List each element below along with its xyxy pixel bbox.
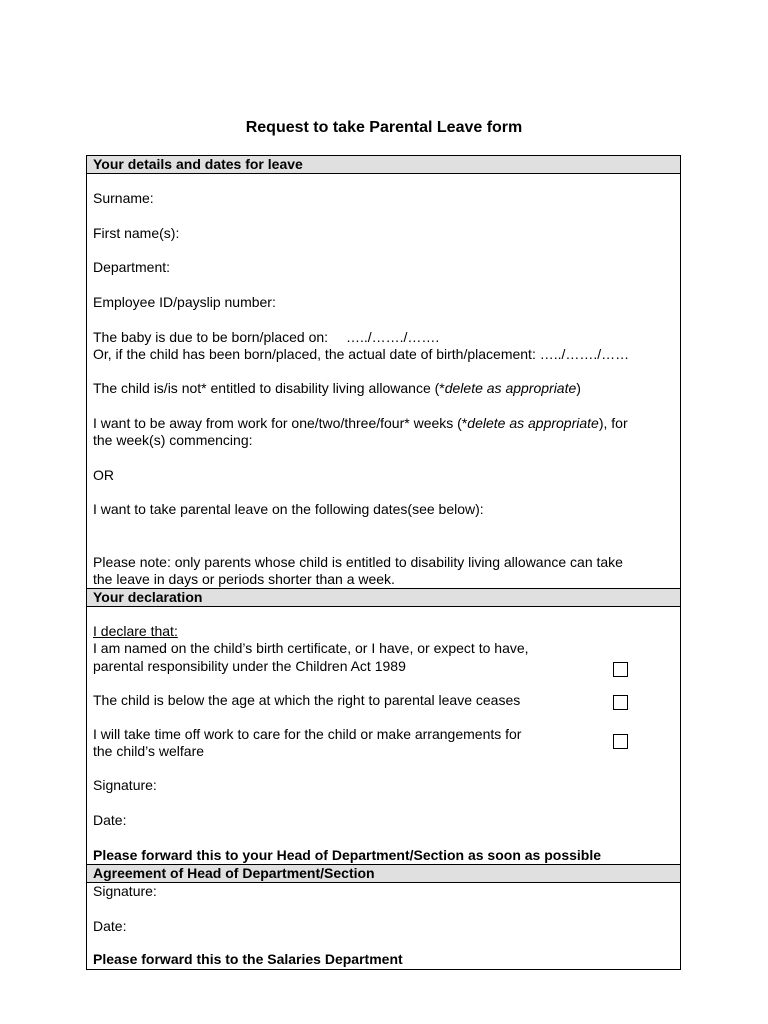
forward-to-head-note: Please forward this to your Head of Department/Section as soon as possible	[93, 847, 602, 863]
declaration-item-2: The child is below the age at which the right to parental leave ceases	[93, 692, 521, 708]
agreement-signature-field[interactable]: Signature:	[93, 883, 157, 899]
declaration-item-1-line-1: I am named on the child’s birth certificate, or I have, or expect to have,	[93, 640, 529, 656]
form-title: Request to take Parental Leave form	[245, 119, 523, 136]
actual-date-line	[93, 346, 629, 363]
declaration-item-3-line-1: I will take time off work to care for the child or make arrangements for	[93, 726, 522, 742]
weeks-italic-note: delete as appropriate	[467, 415, 599, 431]
declaration-date-field[interactable]: Date:	[93, 812, 127, 828]
weeks-commencing[interactable]: the week(s) commencing:	[93, 432, 253, 448]
declaration-item-1-line-2: parental responsibility under the Children Act 1989	[93, 658, 406, 674]
or-separator: OR	[93, 467, 114, 483]
actual-date-label: Or, if the child has been born/placed, the actual date of birth/placement:	[93, 346, 536, 362]
declare-heading: I declare that:	[93, 623, 178, 639]
note-line-1: Please note: only parents whose child is entitled to disability living allowance can take	[93, 554, 623, 570]
due-date-blank[interactable]: …../……./…….	[345, 329, 440, 345]
declaration-checkbox-3[interactable]	[613, 734, 628, 749]
disability-text: The child is/is not* entitled to disability living allowance (*	[93, 380, 445, 396]
weeks-statement[interactable]	[93, 415, 628, 432]
declaration-item-3-line-2: the child’s welfare	[93, 743, 205, 759]
weeks-tail: ), for	[598, 415, 628, 431]
agreement-header: Agreement of Head of Department/Section	[87, 865, 680, 883]
note-line-2: the leave in days or periods shorter than a week.	[93, 571, 395, 587]
disability-close: )	[576, 380, 581, 396]
declaration-signature-field[interactable]: Signature:	[93, 777, 157, 793]
forward-to-salaries-note: Please forward this to the Salaries Department	[93, 951, 403, 967]
due-date-label: The baby is due to be born/placed on:	[93, 329, 329, 345]
employee-id-field[interactable]: Employee ID/payslip number:	[93, 294, 276, 310]
details-header: Your details and dates for leave	[87, 156, 680, 174]
disability-statement[interactable]	[93, 380, 581, 397]
first-names-field[interactable]: First name(s):	[93, 225, 180, 241]
surname-field[interactable]: Surname:	[93, 190, 154, 206]
declaration-section	[86, 588, 681, 866]
agreement-date-field[interactable]: Date:	[93, 918, 127, 934]
declaration-checkbox-2[interactable]	[613, 695, 628, 710]
declaration-checkbox-1[interactable]	[613, 662, 628, 677]
specific-dates-field[interactable]: I want to take parental leave on the following dates(see below):	[93, 501, 484, 517]
due-date-line	[93, 329, 439, 346]
details-section	[86, 155, 681, 590]
declaration-header: Your declaration	[87, 589, 680, 607]
department-field[interactable]: Department:	[93, 259, 171, 275]
weeks-text: I want to be away from work for one/two/three/four* weeks (*	[93, 415, 468, 431]
actual-date-blank[interactable]: …../……./……	[539, 346, 630, 362]
disability-italic-note: delete as appropriate	[444, 380, 577, 396]
agreement-section	[86, 864, 681, 970]
